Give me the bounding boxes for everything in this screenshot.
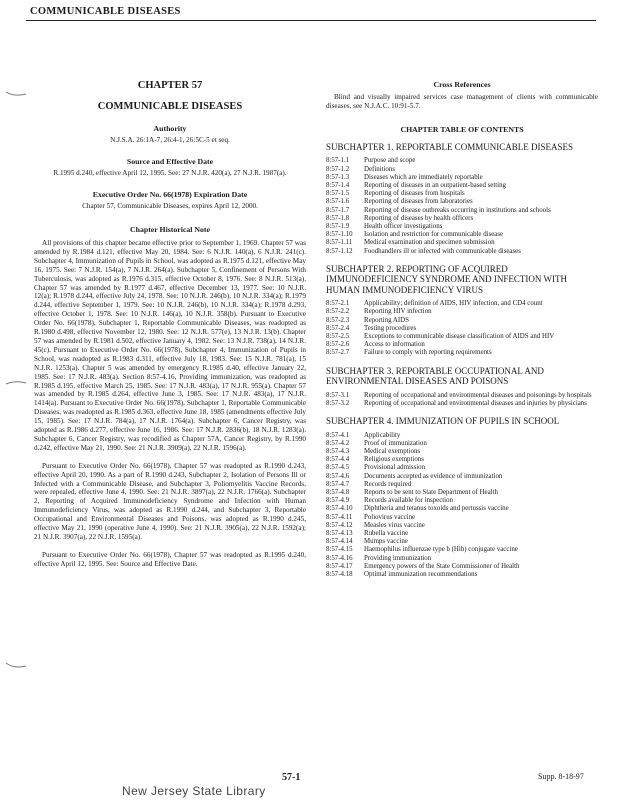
section-number: 8:57-3.2 bbox=[326, 399, 350, 407]
section-number: 8:57-4.8 bbox=[326, 489, 350, 496]
section-list bbox=[326, 157, 598, 255]
toc-entry bbox=[326, 481, 598, 489]
toc-entry bbox=[326, 317, 598, 325]
library-stamp: New Jersey State Library bbox=[122, 784, 266, 798]
section-number: 8:57-2.6 bbox=[326, 341, 350, 349]
section-title: Access to information bbox=[364, 341, 425, 349]
section-number: 8:57-1.10 bbox=[326, 231, 353, 239]
section-number: 8:57-1.1 bbox=[326, 157, 350, 165]
toc-entry bbox=[326, 231, 598, 239]
section-title: Diphtheria and tetanus toxoids and pertussis vaccine bbox=[364, 505, 509, 513]
section-title: Reporting of occupational and environmental diseases and poisonings by hospitals bbox=[364, 391, 592, 399]
left-column bbox=[34, 76, 306, 569]
section-title: Measles virus vaccine bbox=[364, 521, 425, 529]
toc-entry bbox=[326, 538, 598, 546]
header-rule bbox=[26, 20, 596, 21]
section-number: 8:57-4.11 bbox=[326, 513, 353, 521]
section-title: Documents accepted as evidence of immunization bbox=[364, 472, 503, 480]
source-text: R.1995 d.240, effective April 12, 1995. See: 27 N.J.R. 420(a), 27 N.J.R. 1987(a). bbox=[53, 169, 287, 177]
section-title: Medical examination and specimen submission bbox=[364, 239, 495, 247]
toc-entry bbox=[326, 308, 598, 316]
section-title: Medical exemptions bbox=[364, 447, 421, 455]
toc-entry bbox=[326, 522, 598, 530]
toc-entry bbox=[326, 166, 598, 174]
source-heading: Source and Effective Date bbox=[126, 157, 214, 166]
section-title: Reports to be sent to State Department of Health bbox=[364, 489, 498, 496]
section-number: 8:57-4.17 bbox=[326, 562, 353, 570]
section-number: 8:57-4.9 bbox=[326, 497, 350, 505]
margin-mark bbox=[4, 88, 30, 98]
section-number: 8:57-1.9 bbox=[326, 222, 350, 230]
subchapter-heading: SUBCHAPTER 3. REPORTABLE OCCUPATIONAL AND ENVIRONMENTAL DISEASES AND POISONS bbox=[326, 365, 544, 387]
cross-references-text: Blind and visually impaired services case management of clients with communicable diseases, see N.J.A.C. 10:91-5.7. bbox=[326, 93, 598, 110]
section-title: Reporting AIDS bbox=[364, 316, 409, 324]
section-number: 8:57-1.8 bbox=[326, 214, 350, 222]
section-number: 8:57-1.7 bbox=[326, 206, 350, 214]
authority-text: N.J.S.A. 26:1A-7, 26:4-1, 26:5C-5 et seq. bbox=[110, 136, 230, 144]
subchapter-heading: SUBCHAPTER 4. IMMUNIZATION OF PUPILS IN SCHOOL bbox=[326, 416, 560, 427]
section-number: 8:57-4.5 bbox=[326, 464, 350, 472]
exec-order-text: Chapter 57, Communicable Diseases, expires April 12, 2000. bbox=[82, 202, 258, 210]
section-number: 8:57-4.4 bbox=[326, 456, 350, 464]
toc-entry bbox=[326, 198, 598, 206]
toc-entry bbox=[326, 497, 598, 505]
section-title: Reporting of diseases from laboratories bbox=[364, 198, 473, 206]
chapter-number: CHAPTER 57 bbox=[137, 80, 203, 91]
section-number: 8:57-4.14 bbox=[326, 538, 353, 546]
section-title: Providing immunization bbox=[364, 554, 432, 562]
section-number: 8:57-3.1 bbox=[326, 391, 350, 399]
toc-entry bbox=[326, 440, 598, 448]
section-title: Health officer investigations bbox=[364, 222, 443, 230]
toc-heading: CHAPTER TABLE OF CONTENTS bbox=[400, 124, 524, 134]
table-of-contents bbox=[326, 142, 598, 579]
section-title: Optimal immunization recommendations bbox=[364, 571, 478, 579]
section-title: Isolation and restriction for communicable disease bbox=[364, 231, 504, 239]
section-list bbox=[326, 432, 598, 580]
section-title: Applicability bbox=[364, 431, 401, 439]
chapter-title: COMMUNICABLE DISEASES bbox=[97, 101, 243, 112]
section-number: 8:57-2.1 bbox=[326, 300, 350, 308]
exec-order-heading: Executive Order No. 66(1978) Expiration Date bbox=[92, 190, 248, 199]
section-number: 8:57-4.7 bbox=[326, 480, 350, 488]
section-number: 8:57-4.3 bbox=[326, 447, 350, 455]
cross-references-heading: Cross References bbox=[433, 80, 491, 89]
section-number: 8:57-4.1 bbox=[326, 431, 350, 439]
section-number: 8:57-4.16 bbox=[326, 554, 353, 562]
toc-entry bbox=[326, 182, 598, 190]
history-paragraph-1: All provisions of this chapter became effective prior to September 1, 1969. Chapter 57 was amended by R.1984 d.121, effective May 20, 1984. See: 6 N.J.R. 140(a), 6 N.J.R. 241(c). Subchapter 4, Immunization of Pupils in School, was adopted as R.1975 d.121, effective May 16, 1975. See: 7 N.J.R. 154(a), 7 N.J.R. 264(a). Subchapter 5, Confinement of Persons With Tuberculosis, was adopted as R.1976 d.315, effective October 8, 1976. See: 8 N.J.R. 513(a). Chapter 57 was amended by R.1977 d.467, effective December 13, 1977. See: 10 N.J.R. 12(a); R.1978 d.244, effective July 24, 1978. See: 10 N.J.R. 246(b), 10 N.J.R. 334(a); R.1979 d.244, effective September 1, 1979. See: 10 N.J.R. 246(b), 10 N.J.R. 334(a); R.1978 d.293, effective October 1, 1978. See: 10 N.J.R. 146(a), 10 N.J.R. 358(b). Pursuant to Executive Order No. 66(1978), Subchapter 1, Reportable Communicable Diseases, was readopted as R.1980 d.498, effective November 12, 1980. See: 12 N.J.R. 577(e), 13 N.J.R. 13(b). Chapter 57 was amended by R.1981 d.502, effective January 4, 1982. See: 13 N.J.R. 738(a), 14 N.J.R. 45(c). Pursuant to Executive Order No. 66(1978), Subchapter 4, Immunization of Pupils in School, was readopted as R.1983 d.311, effective July 18, 1983. See: 15 N.J.R. 781(a), 15 N.J.R. 1253(a). Chapter 5 was amended by emergency R.1985 d.40, effective January 22, 1985. See: 17 N.J.R. 483(a). Section 8:57-4.16, Providing immunization, was readopted as R.1985 d.195, effective March 25, 1985. See: 17 N.J.R. 483(a), 17 N.J.R. 955(a). Chapter 57 was amended by R.1985 d.264, effective June 3, 1985. See: 17 N.J.R. 483(a), 17 N.J.R. 1414(a). Pursuant to Executive Order No. 66(1978), Subchapter 1, Reportable Communicable Diseases, was readopted as R.1985 d.363, effective June 18, 1985 (amendments effective July 15, 1985). See: 17 N.J.R. 784(a), 17 N.J.R. 1764(a). Subchapter 6, Cancer Registry, was adopted as R.1986 d.277, effective June 16, 1986. See: 17 N.J.R. 2836(b), 18 N.J.R. 1283(a). Subchapter 6, Cancer Registry, was recodified as Chapter 57A, Cancer Registry, by R.1990 d.242, effective May 21, 1990. See: 21 N.J.R. 3909(a), 22 N.J.R. 1596(a). bbox=[34, 239, 306, 452]
section-number: 8:57-2.3 bbox=[326, 316, 350, 324]
section-number: 8:57-1.12 bbox=[326, 247, 353, 255]
section-number: 8:57-2.4 bbox=[326, 324, 350, 332]
section-title: Failure to comply with reporting requirements bbox=[364, 349, 492, 357]
section-number: 8:57-4.15 bbox=[326, 546, 353, 554]
supplement-date: Supp. 8-18-97 bbox=[538, 772, 584, 781]
section-number: 8:57-1.6 bbox=[326, 198, 350, 206]
section-list bbox=[326, 392, 598, 408]
toc-entry bbox=[326, 157, 598, 165]
section-title: Testing procedures bbox=[364, 324, 417, 332]
toc-entry bbox=[326, 190, 598, 198]
section-number: 8:57-1.2 bbox=[326, 165, 350, 173]
toc-entry bbox=[326, 300, 598, 308]
margin-mark bbox=[4, 660, 30, 670]
toc-entry bbox=[326, 456, 598, 464]
section-number: 8:57-1.5 bbox=[326, 190, 350, 198]
section-number: 8:57-4.12 bbox=[326, 521, 353, 529]
toc-entry bbox=[326, 392, 598, 400]
toc-entry bbox=[326, 215, 598, 223]
section-title: Provisional admission bbox=[364, 464, 426, 472]
toc-entry bbox=[326, 400, 598, 408]
section-title: Rubella vaccine bbox=[364, 530, 409, 538]
toc-entry bbox=[326, 248, 598, 256]
section-title: Exceptions to communicable disease classification of AIDS and HIV bbox=[364, 333, 555, 341]
authority-heading: Authority bbox=[153, 124, 187, 133]
section-title: Reporting of occupational and environmental diseases and injuries by physicians bbox=[364, 399, 587, 407]
page-number: 57-1 bbox=[282, 772, 301, 783]
toc-entry bbox=[326, 530, 598, 538]
toc-entry bbox=[326, 473, 598, 481]
toc-entry bbox=[326, 174, 598, 182]
section-title: Records available for inspection bbox=[364, 497, 453, 505]
section-number: 8:57-4.10 bbox=[326, 505, 353, 513]
history-paragraph-3: Pursuant to Executive Order No. 66(1978), Chapter 57 was readopted as R.1995 d.240, effective April 12, 1995. See: Source and Effective Date. bbox=[34, 550, 306, 568]
section-title: Foodhandlers ill or infected with communicable diseases bbox=[364, 247, 521, 255]
toc-entry bbox=[326, 514, 598, 522]
toc-entry bbox=[326, 341, 598, 349]
toc-entry bbox=[326, 505, 598, 513]
toc-entry bbox=[326, 464, 598, 472]
section-number: 8:57-4.2 bbox=[326, 439, 350, 447]
toc-entry bbox=[326, 489, 598, 497]
margin-mark bbox=[4, 378, 30, 388]
section-title: Mumps vaccine bbox=[364, 538, 408, 546]
section-number: 8:57-2.5 bbox=[326, 333, 350, 341]
section-number: 8:57-4.18 bbox=[326, 571, 353, 579]
toc-entry bbox=[326, 546, 598, 554]
section-title: Reporting HIV infection bbox=[364, 308, 432, 316]
section-title: Religious exemptions bbox=[364, 456, 424, 464]
section-title: Purpose and scope bbox=[364, 157, 416, 165]
section-title: Applicability; definition of AIDS, HIV infection, and CD4 count bbox=[364, 300, 543, 308]
section-title: Reporting of diseases from hospitals bbox=[364, 190, 465, 198]
toc-entry bbox=[326, 223, 598, 231]
section-number: 8:57-1.11 bbox=[326, 239, 353, 247]
toc-entry bbox=[326, 448, 598, 456]
section-number: 8:57-1.3 bbox=[326, 173, 350, 181]
right-column bbox=[326, 76, 598, 579]
history-paragraph-2: Pursuant to Executive Order No. 66(1978), Chapter 57 was readopted as R.1990 d.243, effective April 20, 1990. As a part of R.1990 d.243, Subchapter 2, Isolation of Persons Ill or Infected with a Communicable Disease, and Subchapter 3, Poliomyelitis Vaccine Records, were repealed, effective June 4, 1990. See: 21 N.J.R. 3897(a), 22 N.J.R. 1766(a). Subchapter 2, Reporting of Acquired Immunodeficiency Syndrome and Infection with Human Immunodeficiency Virus, was adopted as R.1990 d.244, and Subchapter 3, Reportable Occupational and Environmental Diseases and Poisons, was adopted as R.1990 d.245, effective May 21, 1990 (operative June 4, 1990). See: 21 N.J.R. 3905(a), 22 N.J.R. 1592(a); 21 N.J.R. 3907(a), 22 N.J.R. 1595(a). bbox=[34, 461, 306, 541]
subchapter-heading: SUBCHAPTER 2. REPORTING OF ACQUIRED IMMUNODEFICIENCY SYNDROME AND INFECTION WITH HUMAN IMMUNODEFICIENCY VIRUS bbox=[326, 263, 567, 295]
toc-entry bbox=[326, 349, 598, 357]
section-title: Reporting of diseases by health officers bbox=[364, 214, 474, 222]
section-title: Records required bbox=[364, 480, 412, 488]
section-title: Haemophilus influenzae type b (Hib) conjugate vaccine bbox=[364, 546, 518, 554]
running-header: COMMUNICABLE DISEASES bbox=[30, 6, 181, 17]
section-title: Reporting of diseases in an outpatient-based setting bbox=[364, 181, 506, 189]
section-number: 8:57-1.4 bbox=[326, 181, 350, 189]
history-heading: Chapter Historical Note bbox=[130, 225, 210, 234]
section-number: 8:57-4.6 bbox=[326, 472, 350, 480]
toc-entry bbox=[326, 432, 598, 440]
toc-entry bbox=[326, 207, 598, 215]
section-title: Diseases which are immediately reportable bbox=[364, 173, 483, 181]
section-title: Emergency powers of the State Commissioner of Health bbox=[364, 562, 520, 570]
section-title: Definitions bbox=[364, 165, 396, 173]
section-number: 8:57-2.2 bbox=[326, 308, 350, 316]
section-list bbox=[326, 300, 598, 357]
section-title: Reporting of disease outbreaks occurring in institutions and schools bbox=[364, 206, 551, 214]
section-title: Poliovirus vaccine bbox=[364, 513, 416, 521]
subchapter-heading: SUBCHAPTER 1. REPORTABLE COMMUNICABLE DISEASES bbox=[326, 141, 574, 152]
toc-entry bbox=[326, 571, 598, 579]
toc-entry bbox=[326, 239, 598, 247]
toc-entry bbox=[326, 325, 598, 333]
toc-entry bbox=[326, 563, 598, 571]
toc-entry bbox=[326, 333, 598, 341]
section-title: Proof of immunization bbox=[364, 439, 427, 447]
section-number: 8:57-2.7 bbox=[326, 349, 350, 357]
section-number: 8:57-4.13 bbox=[326, 530, 353, 538]
toc-entry bbox=[326, 555, 598, 563]
